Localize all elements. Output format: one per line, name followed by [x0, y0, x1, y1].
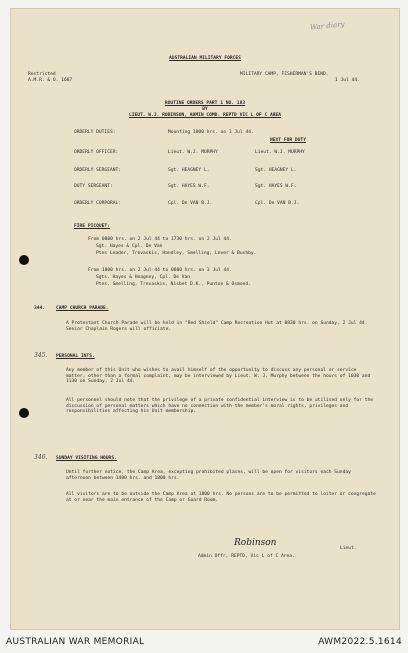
duty-row-label: ORDERLY SERGEANT: — [74, 168, 122, 173]
duty-row-next: Lieut. W.J. MURPHY — [255, 150, 305, 155]
picquet-line: From 1800 hrs. on 2 Jul 44 to 0800 hrs. on 3 Jul 44. — [88, 268, 232, 273]
section-paragraph: All personnel should note that the privilege of a private confidential interview is to be utilised only for the discussion of personal matters which have no connection with the member's moral rights, privileges and responsibilities affecting his Unit membership. — [66, 398, 373, 415]
picquet-line: Ptes Leader, Trevaskis, Handley, Smelling, Lever & Bushby. — [96, 251, 257, 256]
signatory-role: Admin Offr, REPTD, Vic L of C Area. — [198, 554, 295, 559]
title-line-3: LIEUT. W.J. ROBINSON, ADMIN COMD. REPTD VIC L OF C AREA — [128, 113, 282, 118]
title-line-2: BY — [202, 107, 208, 112]
duty-row-today: Lieut. W.J. MURPHY — [168, 150, 218, 155]
duty-row-label: DUTY SERGEANT: — [74, 184, 113, 189]
signature: Robinson — [234, 538, 277, 548]
punch-hole — [19, 255, 29, 265]
signatory-rank: Lieut. — [340, 546, 357, 551]
fire-picquet-heading: FIRE PICQUET: — [74, 224, 110, 229]
document-page — [10, 8, 400, 630]
section-number: 344. — [34, 306, 46, 311]
duty-row-next: Sgt. HEAGNEY L. — [255, 168, 297, 173]
footer-right: AWM2022.5.1614 — [318, 636, 402, 647]
reference-number: A.M.R. & O. 1687 — [28, 78, 73, 83]
punch-hole — [19, 408, 29, 418]
duty-row-next: Cpl. De VAN B.J. — [255, 201, 300, 206]
picquet-line: From 0800 hrs. on 2 Jul 44 to 1730 hrs. on 2 Jul 44. — [88, 237, 232, 242]
section-paragraph: All visitors are to be outside the Camp Area at 1800 hrs. No persons are to be permitted to loiter or congregate at or near the main entrance of the Camp or Guard Room. — [66, 492, 376, 503]
picquet-line: Sgts. Hayes & Heagney, Cpl. De Van — [96, 275, 191, 280]
duty-row-next: Sgt. HAYES W.F. — [255, 184, 297, 189]
restricted-label: Restricted — [28, 72, 56, 77]
section-heading: PERSONAL INTS. — [56, 354, 95, 359]
section-text: A Protestant Church Parade will be held in "Red Shield" Camp Recreation Hut at 0830 hrs. on Sunday, 2 Jul 44. Senior Chaplain Rogers will officiate. — [66, 321, 368, 332]
duty-row-today: Cpl. De VAN B.J. — [168, 201, 213, 206]
duty-row-label: ORDERLY CORPORAL: — [74, 201, 122, 206]
orderly-duties-label: ORDERLY DUTIES: — [74, 130, 116, 135]
mounting-time: Mounting 1000 hrs. on 1 Jul 44. — [168, 130, 254, 135]
section-heading: SUNDAY VISITING HOURS. — [56, 456, 117, 461]
handwritten-note: War diary — [309, 20, 345, 32]
section-number: 345. — [34, 352, 48, 359]
picquet-line: Ptes. Smelling, Trevaskis, Nisbet D.K., Punton & Osmond. — [96, 282, 251, 287]
picquet-line: Sgt. Hayes & Cpl. De Van — [96, 244, 163, 249]
duty-row-today: Sgt. HEAGNEY L. — [168, 168, 210, 173]
order-date: 1 Jul 44. — [335, 78, 360, 83]
footer-left: AUSTRALIAN WAR MEMORIAL — [6, 636, 145, 647]
section-heading: CAMP CHURCH PARADE. — [56, 306, 109, 311]
title-line-1: ROUTINE ORDERS PART 1 NO. 183 — [164, 101, 246, 106]
location: MILITARY CAMP, FISHERMAN'S BEND. — [240, 72, 329, 77]
duty-row-today: Sgt. HAYES W.F. — [168, 184, 210, 189]
section-paragraph: Any member of this Unit who wishes to avail himself of the opportunity to discuss any personal or service matter, other than a formal complaint, may be interviewed by Lieut. W. J. Murphy between the hours of 1030 and 1130 on Sunday, 2 Jul 44. — [66, 368, 371, 385]
archive-footer — [0, 630, 408, 653]
section-paragraph: Until further notice, the Camp Area, excepting prohibited places, will be open for visitors each Sunday afternoon between 1400 hrs. and 1800 hrs. — [66, 470, 351, 481]
section-number: 346. — [34, 454, 48, 461]
org-heading: AUSTRALIAN MILITARY FORCES — [169, 56, 241, 61]
duty-row-label: ORDERLY OFFICER: — [74, 150, 119, 155]
next-for-duty-heading: NEXT FOR DUTY — [270, 138, 306, 143]
